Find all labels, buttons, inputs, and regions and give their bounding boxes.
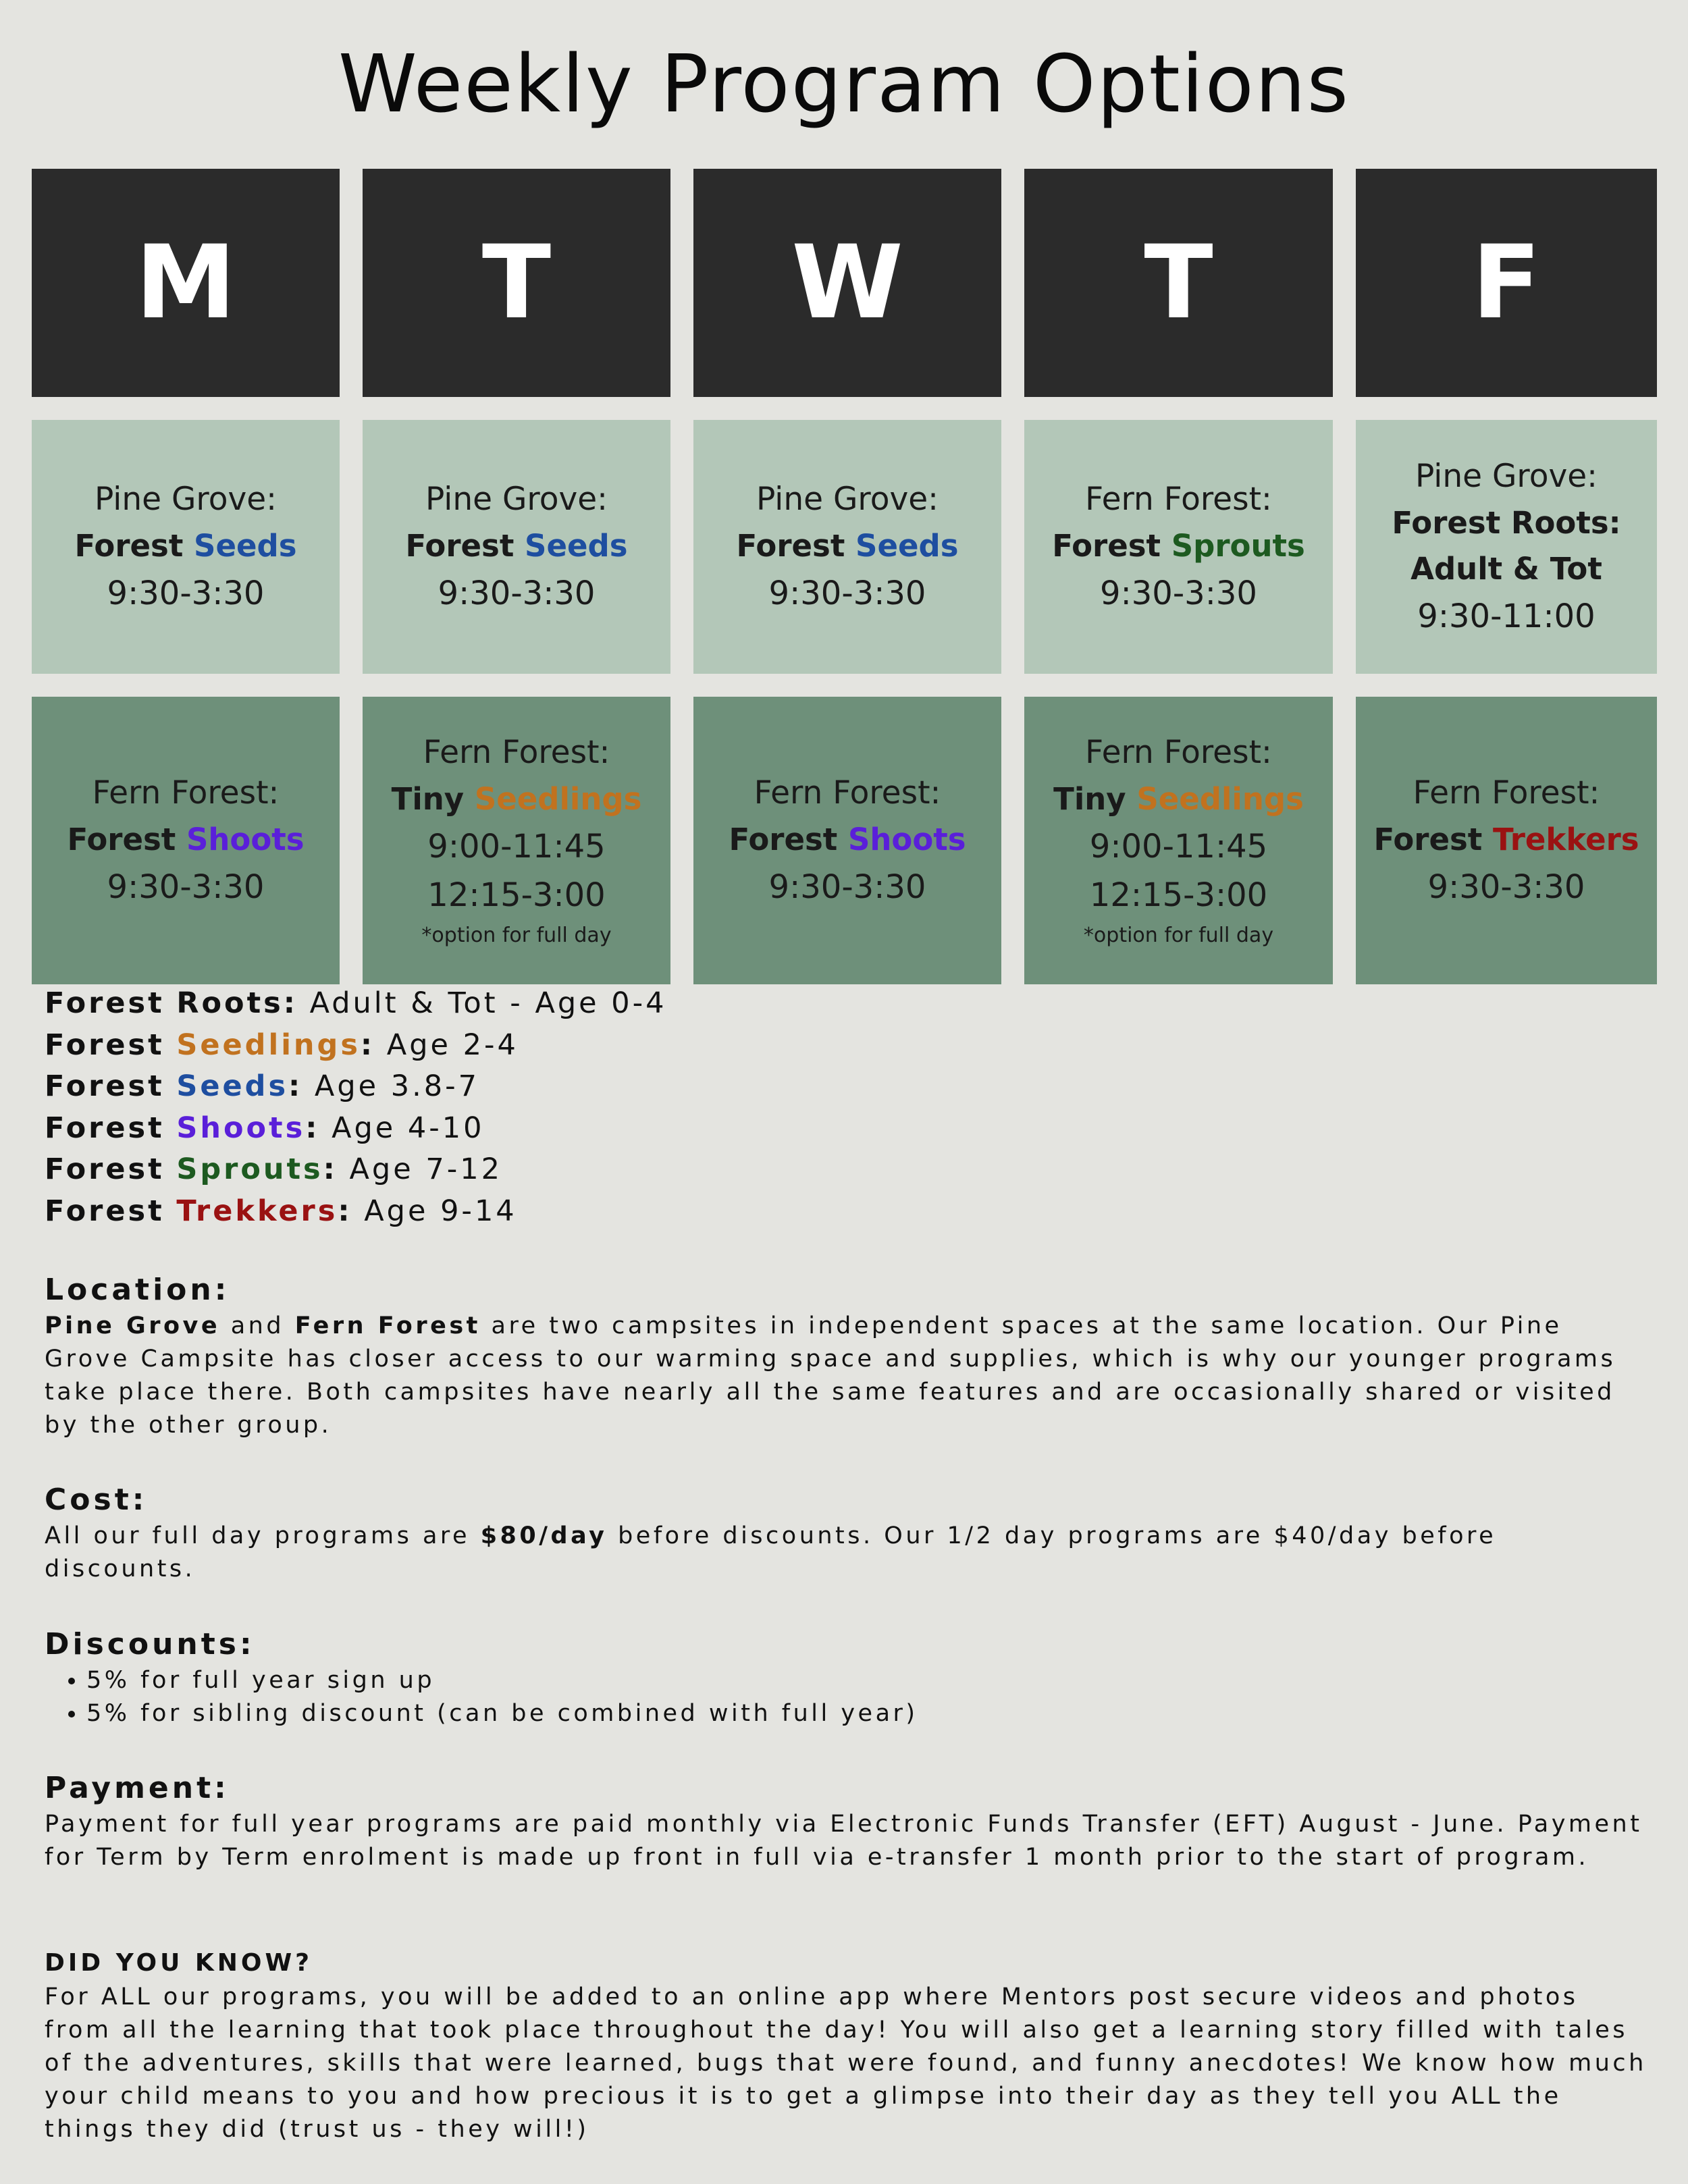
page-title: Weekly Program Options <box>338 37 1350 130</box>
age-line-seeds <box>45 1066 667 1108</box>
location-heading: Location: <box>45 1273 230 1307</box>
cell-location: Fern Forest: <box>1085 734 1272 771</box>
payment-section <box>45 1769 1652 1874</box>
cell-program <box>1053 776 1304 822</box>
program-prefix: Forest <box>729 822 838 857</box>
program-prefix: Forest <box>67 822 176 857</box>
cell-time: 9:30-3:30 <box>1427 868 1585 906</box>
age-prefix: Forest <box>45 1152 165 1186</box>
cell-program <box>75 523 297 569</box>
age-range: Age 4-10 <box>319 1111 485 1145</box>
location-text <box>45 1310 1652 1442</box>
location-text-part: and <box>220 1312 295 1339</box>
discounts-list <box>45 1664 1652 1730</box>
cell-time: 9:30-11:00 <box>1417 597 1595 635</box>
age-line-sprouts <box>45 1149 667 1191</box>
age-range: Age 7-12 <box>337 1152 502 1186</box>
age-legend <box>45 983 667 1232</box>
location-text-part: are two campsites in independent spaces at the same location. Our Pine Grove Campsite has closer access to our warming space and supplies, which is why our younger programs take place there. Both campsites have nearly all the same features and are occasionally shared or visited by the other group. <box>45 1312 1616 1439</box>
cell-program-line1: Forest Roots: <box>1392 505 1621 541</box>
program-prefix: Forest <box>405 528 515 564</box>
cell-note: *option for full day <box>1083 924 1274 947</box>
age-range: Age 2-4 <box>375 1028 519 1062</box>
age-colon: : <box>338 1194 352 1228</box>
cell-location: Fern Forest: <box>423 734 610 771</box>
age-range: Age 3.8-7 <box>302 1069 480 1103</box>
age-colon: : <box>360 1028 375 1062</box>
discount-item: • 5% for sibling discount (can be combined with full year) <box>86 1697 1652 1730</box>
cell-program-line2: Adult & Tot <box>1410 551 1602 587</box>
program-name: Seedlings <box>474 781 642 817</box>
age-prefix: Forest <box>45 986 165 1020</box>
day-header-thursday: T <box>1024 169 1333 397</box>
cost-text-part: before discounts. Our 1/2 day programs are $40/day before discounts. <box>45 1522 1497 1582</box>
program-name: Shoots <box>186 822 305 857</box>
age-prefix: Forest <box>45 1194 165 1228</box>
cell-time-2: 12:15-3:00 <box>1089 876 1268 914</box>
program-prefix: Forest <box>736 528 845 564</box>
age-program-name: Seedlings <box>176 1028 361 1062</box>
cell-time: 9:00-11:45 <box>427 828 606 865</box>
cost-section <box>45 1481 1652 1586</box>
age-program-name: Roots: <box>176 986 298 1020</box>
day-header-wednesday: W <box>693 169 1001 397</box>
program-cell-thu-2 <box>1024 697 1333 984</box>
did-you-know-heading: DID YOU KNOW? <box>45 1949 313 1977</box>
cell-program <box>392 776 642 822</box>
cell-location: Pine Grove: <box>94 481 278 518</box>
cell-location: Fern Forest: <box>1085 481 1272 518</box>
cost-text <box>45 1520 1652 1586</box>
cell-program <box>67 817 304 863</box>
program-cell-thu-1 <box>1024 420 1333 674</box>
age-program-name: Seeds <box>176 1069 289 1103</box>
age-line-shoots <box>45 1108 667 1150</box>
payment-text: Payment for full year programs are paid monthly via Electronic Funds Transfer (EFT) August - June. Payment for Term by Term enrolment is made up front in full via e-transfer 1 month prior to the start of program. <box>45 1811 1643 1871</box>
cell-note: *option for full day <box>421 924 612 947</box>
program-name: Seeds <box>525 528 628 564</box>
program-cell-mon-1 <box>32 420 340 674</box>
program-prefix: Tiny <box>1053 781 1126 817</box>
cell-program <box>1052 523 1305 569</box>
age-program-name: Sprouts <box>176 1152 323 1186</box>
program-name: Seedlings <box>1136 781 1304 817</box>
age-prefix: Forest <box>45 1111 165 1145</box>
age-prefix: Forest <box>45 1028 165 1062</box>
cell-time: 9:30-3:30 <box>768 575 926 612</box>
cell-time: 9:30-3:30 <box>107 868 265 906</box>
cell-time-2: 12:15-3:00 <box>427 876 606 914</box>
program-cell-fri-2 <box>1356 697 1657 984</box>
cell-time: 9:30-3:30 <box>107 575 265 612</box>
cell-program <box>406 523 628 569</box>
cost-price-bold: $80/day <box>480 1522 608 1549</box>
age-line-trekkers <box>45 1191 667 1233</box>
discounts-heading: Discounts: <box>45 1627 255 1661</box>
age-range: Age 9-14 <box>352 1194 517 1228</box>
program-name: Seeds <box>194 528 297 564</box>
program-cell-wed-1 <box>693 420 1001 674</box>
cell-location: Fern Forest: <box>92 774 280 811</box>
program-prefix: Forest <box>1052 528 1161 564</box>
program-prefix: Forest <box>74 528 184 564</box>
cell-location: Fern Forest: <box>1413 774 1600 811</box>
discount-item: • 5% for full year sign up <box>86 1664 1652 1697</box>
program-prefix: Forest <box>1373 822 1483 857</box>
cost-text-part: All our full day programs are <box>45 1522 481 1549</box>
day-header-monday: M <box>32 169 340 397</box>
fern-forest-bold: Fern Forest <box>294 1312 481 1339</box>
program-cell-tue-2 <box>363 697 670 984</box>
program-cell-mon-2 <box>32 697 340 984</box>
age-prefix: Forest <box>45 1069 165 1103</box>
cell-program <box>729 817 966 863</box>
cell-program <box>737 523 959 569</box>
cost-heading: Cost: <box>45 1483 148 1517</box>
did-you-know-section <box>45 1946 1652 2146</box>
program-name: Trekkers <box>1492 822 1639 857</box>
age-colon: : <box>323 1152 338 1186</box>
cell-location: Pine Grove: <box>1415 458 1598 495</box>
program-prefix: Tiny <box>391 781 465 817</box>
day-header-tuesday: T <box>363 169 670 397</box>
program-cell-wed-2 <box>693 697 1001 984</box>
age-line-seedlings <box>45 1025 667 1067</box>
age-program-name: Trekkers <box>176 1194 338 1228</box>
discounts-section <box>45 1625 1652 1730</box>
program-name: Sprouts <box>1171 528 1305 564</box>
age-colon: : <box>305 1111 320 1145</box>
cell-time: 9:30-3:30 <box>768 868 926 906</box>
age-range: Adult & Tot - Age 0-4 <box>297 986 667 1020</box>
program-cell-fri-1 <box>1356 420 1657 674</box>
payment-heading: Payment: <box>45 1771 230 1805</box>
program-name: Shoots <box>847 822 966 857</box>
age-colon: : <box>288 1069 303 1103</box>
location-section <box>45 1271 1652 1442</box>
cell-time: 9:30-3:30 <box>1100 575 1257 612</box>
program-cell-tue-1 <box>363 420 670 674</box>
age-program-name: Shoots <box>176 1111 306 1145</box>
cell-program <box>1373 817 1639 863</box>
cell-time: 9:00-11:45 <box>1089 828 1268 865</box>
program-name: Seeds <box>855 528 959 564</box>
age-line-roots <box>45 983 667 1025</box>
cell-location: Pine Grove: <box>425 481 608 518</box>
cell-location: Fern Forest: <box>754 774 941 811</box>
cell-time: 9:30-3:30 <box>438 575 596 612</box>
did-you-know-text: For ALL our programs, you will be added to an online app where Mentors post secure videos and photos from all the learning that took place throughout the day! You will also get a learning story filled with tales of the adventures, skills that were learned, bugs that were found, and funny anecdotes! We know how much your child means to you and how precious it is to get a glimpse into their day as they tell you ALL the things they did (trust us - they will!) <box>45 1983 1647 2143</box>
cell-location: Pine Grove: <box>756 481 939 518</box>
pine-grove-bold: Pine Grove <box>45 1312 221 1339</box>
day-header-friday: F <box>1356 169 1657 397</box>
